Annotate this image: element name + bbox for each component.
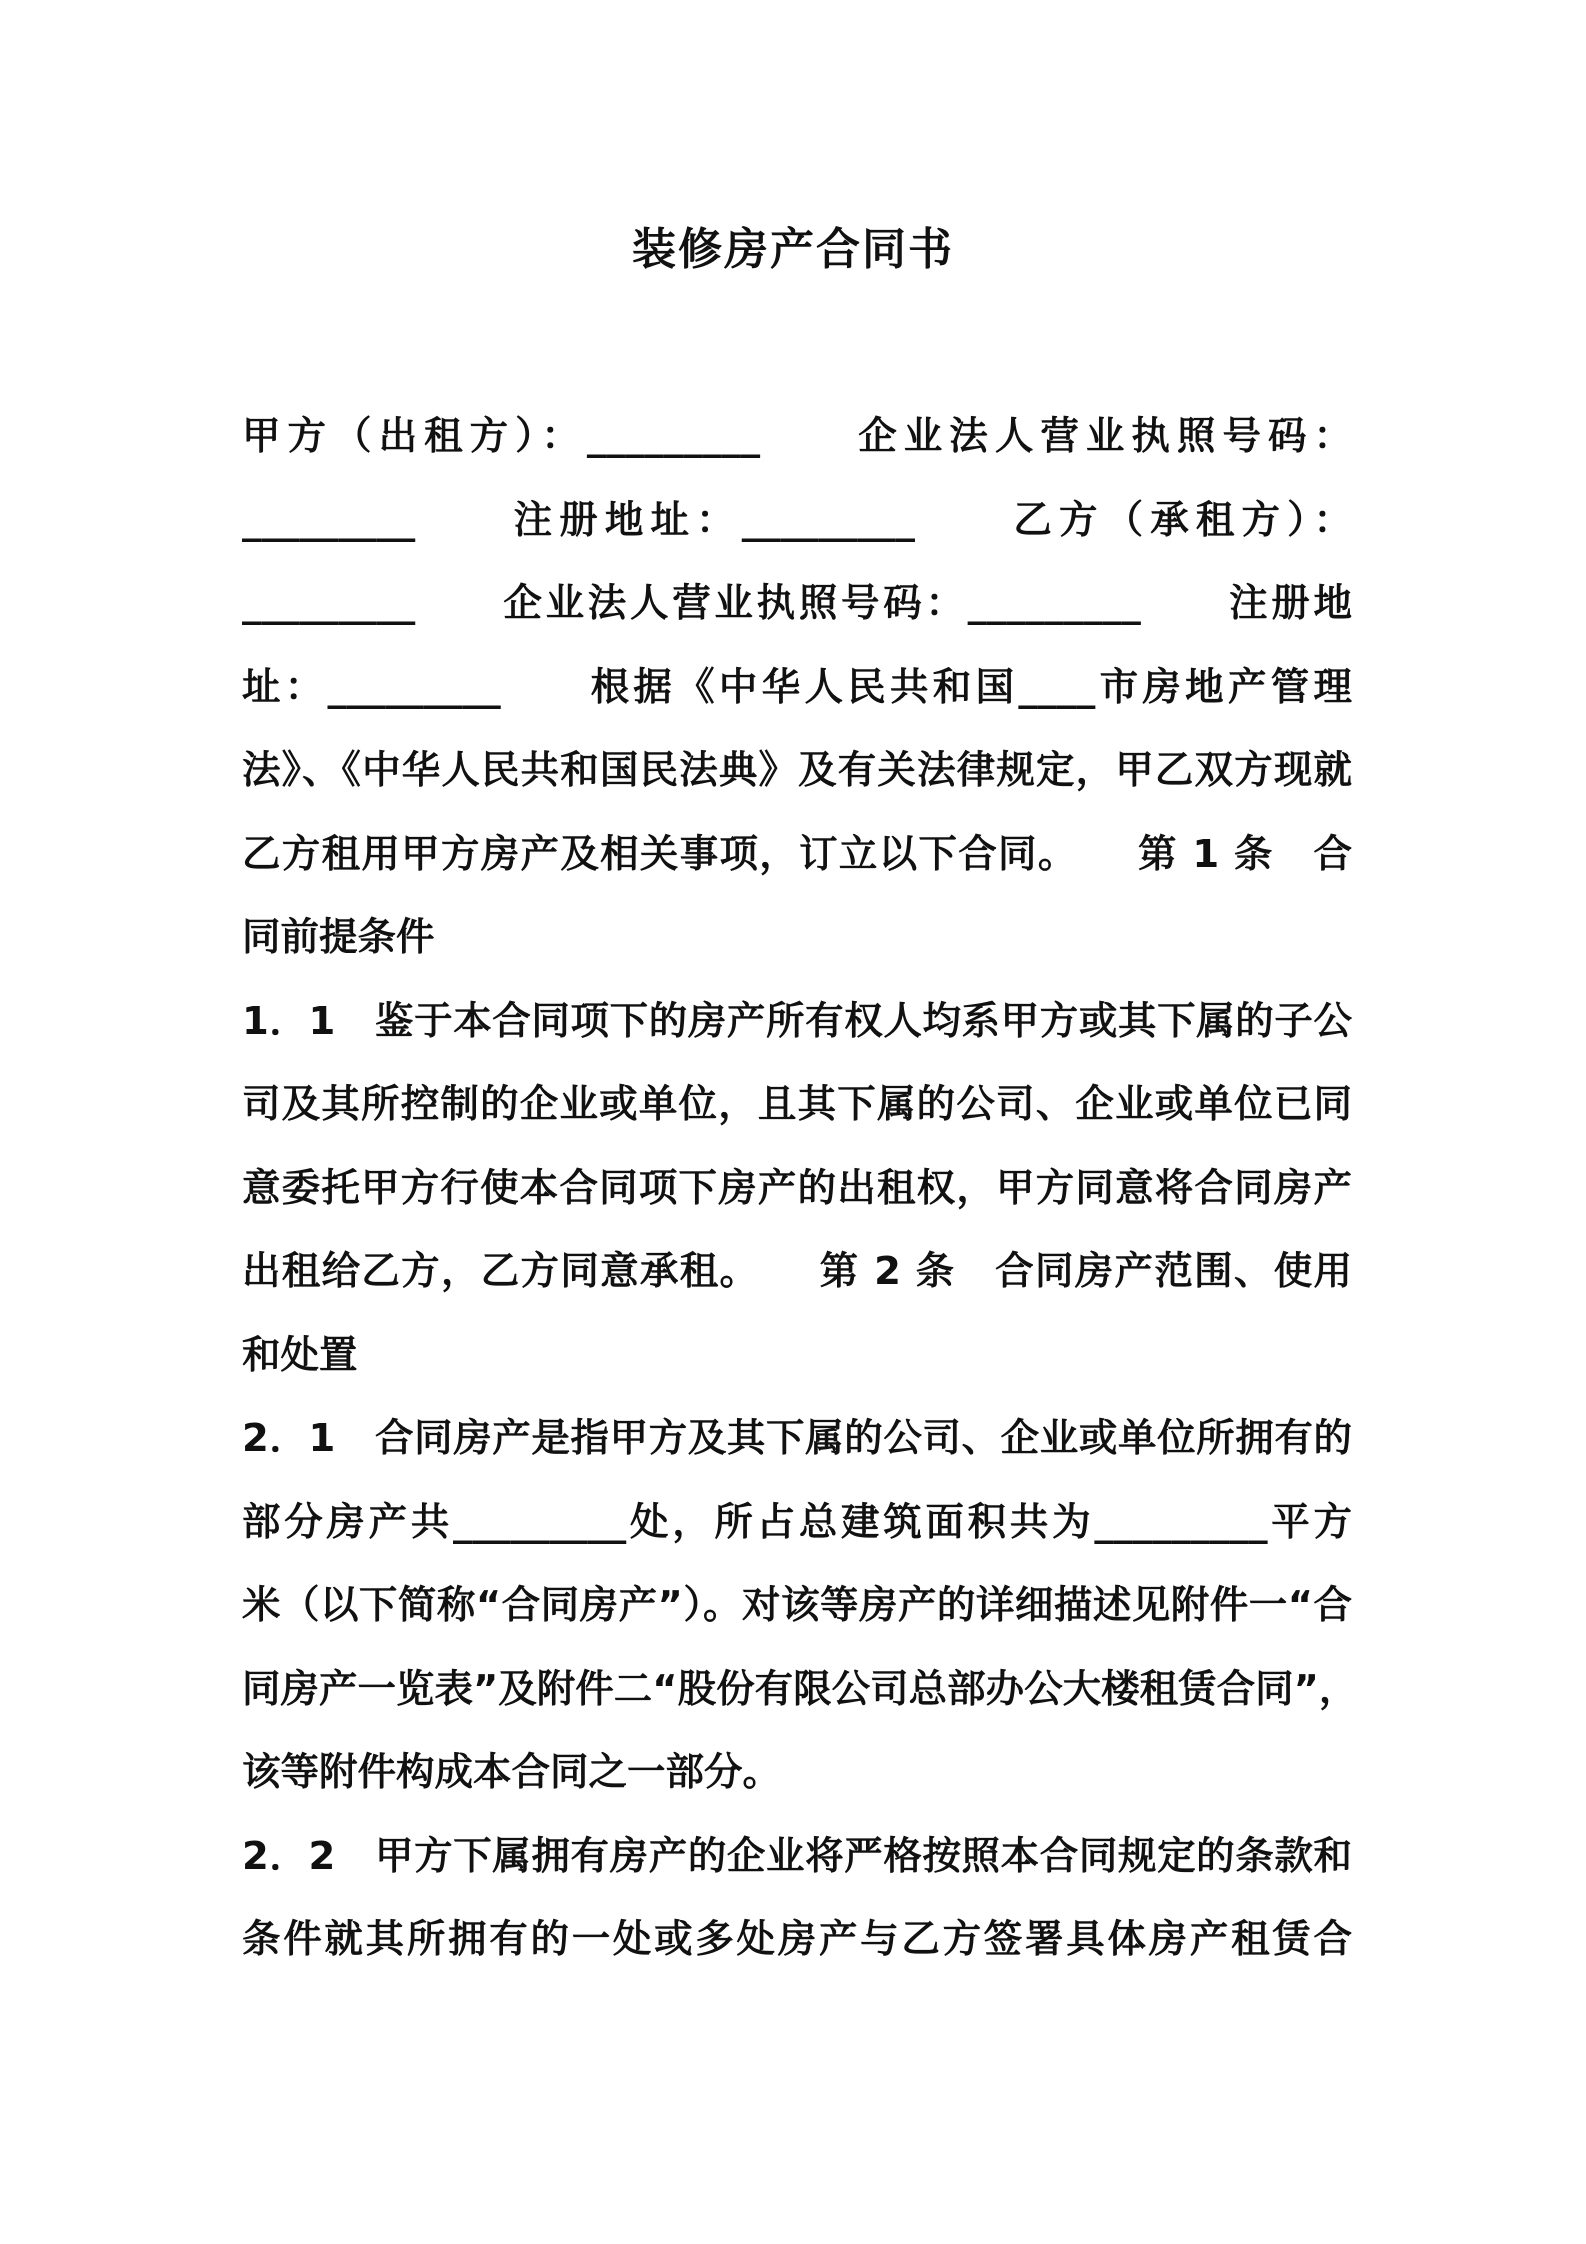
body-line: 1．1 鉴于本合同项下的房产所有权人均系甲方或其下属的子公 — [242, 998, 1352, 1044]
body-line: 同房产一览表”及附件二“股份有限公司总部办公大楼租赁合同”， — [242, 1666, 1358, 1712]
body-line: 条件就其所拥有的一处或多处房产与乙方签署具体房产租赁合 — [242, 1917, 1352, 1962]
body-line: 甲方（出租方）：_________ 企业法人营业执照号码： — [242, 414, 1352, 459]
body-line: 法》、《中华人民共和国民法典》及有关法律规定，甲乙双方现就 — [242, 748, 1352, 793]
body-line: _________ 注册地址：_________ 乙方（承租方）： — [242, 497, 1352, 543]
body-line: 址：_________ 根据《中华人民共和国____市房地产管理 — [242, 664, 1352, 710]
body-line: 意委托甲方行使本合同项下房产的出租权，甲方同意将合同房产 — [242, 1165, 1352, 1211]
body-line: 该等附件构成本合同之一部分。 — [242, 1750, 782, 1795]
body-line: _________ 企业法人营业执照号码：_________ 注册地 — [242, 581, 1352, 626]
body-line: 米（以下简称“合同房产”）。对该等房产的详细描述见附件一“合 — [242, 1583, 1352, 1628]
document-title: 装修房产合同书 — [632, 224, 954, 275]
body-line: 出租给乙方，乙方同意承租。 第 2 条 合同房产范围、使用 — [242, 1249, 1352, 1294]
body-line: 和处置 — [242, 1332, 358, 1378]
body-line: 乙方租用甲方房产及相关事项，订立以下合同。 第 1 条 合 — [242, 831, 1352, 877]
body-line: 司及其所控制的企业或单位，且其下属的公司、企业或单位已同 — [242, 1082, 1352, 1127]
body-line: 部分房产共_________处，所占总建筑面积共为_________平方 — [242, 1499, 1352, 1545]
body-line: 同前提条件 — [242, 915, 435, 960]
body-line: 2．2 甲方下属拥有房产的企业将严格按照本合同规定的条款和 — [242, 1833, 1352, 1879]
body-line: 2．1 合同房产是指甲方及其下属的公司、企业或单位所拥有的 — [242, 1416, 1352, 1461]
document-body — [242, 395, 1358, 1982]
